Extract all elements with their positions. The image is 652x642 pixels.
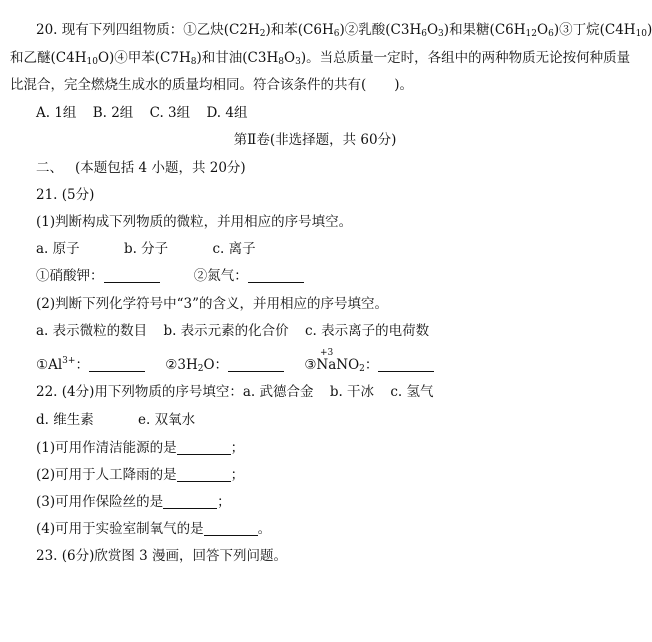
q20-options: [36, 103, 622, 123]
valence-mark: +3: [320, 348, 334, 358]
option-c: C. 3组: [149, 105, 191, 121]
q22-line2: d. 维生素 e. 双氧水: [36, 412, 196, 428]
q21-sub2: (2)判断下列化学符号中“3”的含义，并用相应的序号填空。: [36, 296, 389, 312]
blank: [177, 467, 231, 482]
q22-item3: (3)可用作保险丝的是 ；: [36, 494, 231, 510]
blank: [177, 440, 231, 455]
option-a: A. 1组: [36, 105, 77, 121]
part2-heading: 二、 (本题包括 4 小题，共 20分): [36, 160, 246, 176]
q21-choices1: a. 原子 b. 分子 c. 离子: [36, 241, 256, 257]
q21-sub1: (1)判断构成下列物质的微粒，并用相应的序号填空。: [36, 214, 353, 230]
blank: [204, 521, 258, 536]
q21-head: 21. (5分): [36, 187, 95, 203]
option-b: B. 2组: [92, 105, 134, 121]
q23-head: 23. (6分)欣赏图 3 漫画，回答下列问题。: [36, 548, 288, 564]
q21-fill2: $①Al^{3+}$： $②3H_2O$： ③NaNO$_2$：: [36, 355, 622, 375]
blank: [248, 268, 304, 283]
q22-item4: (4)可用于实验室制氧气的是 。: [36, 521, 272, 537]
blank: [163, 494, 217, 509]
q20-line3: 比混合，完全燃烧生成水的质量均相同。符合该条件的共有( )。: [10, 77, 414, 93]
q22-item1: (1)可用作清洁能源的是 ；: [36, 440, 245, 456]
q21-fill1: ①硝酸钾： ②氮气：: [36, 266, 622, 286]
q20-line2: 和乙醚$(C4H_{10}O)④$甲苯$(C7H_8)$和甘油$(C3H_8O_3)$。当总质量一定时，各组中的两种物质无论按何种质量: [10, 50, 631, 67]
section-title: 第Ⅱ卷(非选择题，共 60分): [233, 132, 397, 148]
q20-line1: 20. 现有下列四组物质：①乙炔$(C2H_2)$和苯$(C6H_6)②$乳酸$(C3H_6O_3)$和果糖$(C6H_{12}O_6)③$丁烷$(C4H_{10})$: [36, 22, 652, 39]
q22-head: 22. (4分)用下列物质的序号填空：a. 武德合金 b. 干冰 c. 氢气: [36, 384, 434, 400]
q21-choices2: a. 表示微粒的数目 b. 表示元素的化合价 c. 表示离子的电荷数: [36, 323, 430, 339]
option-d: D. 4组: [206, 105, 248, 121]
blank: [104, 268, 160, 283]
blank: [378, 357, 434, 372]
q22-item2: (2)可用于人工降雨的是 ；: [36, 467, 245, 483]
blank: [228, 357, 284, 372]
blank: [89, 357, 145, 372]
